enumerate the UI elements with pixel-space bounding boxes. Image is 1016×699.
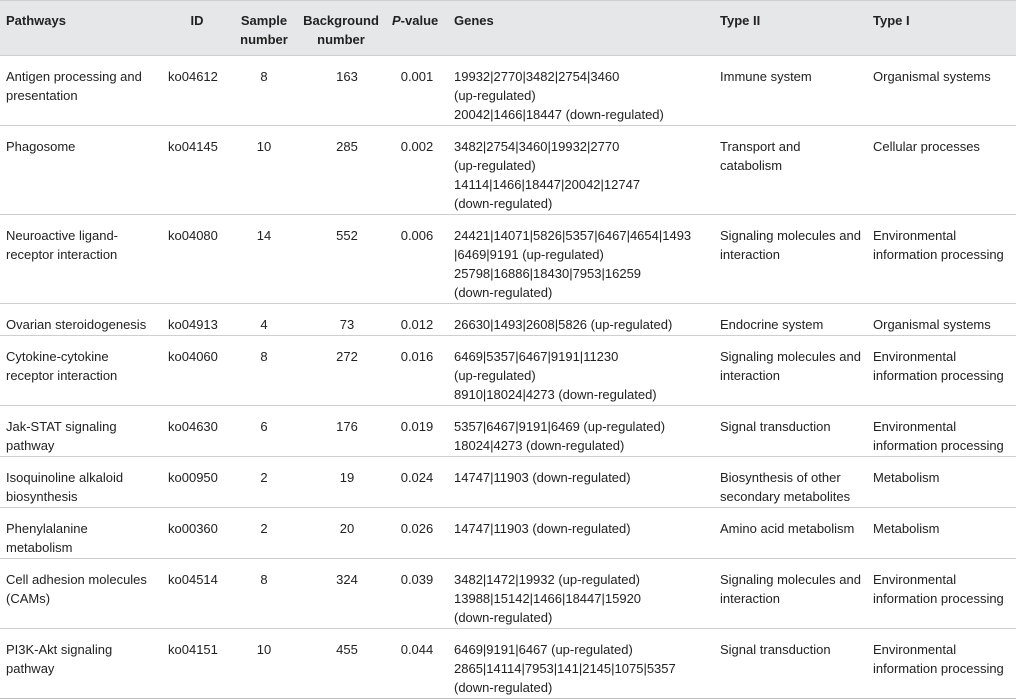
table-row [0,215,1016,304]
gene-line: (down-regulated) [454,285,553,300]
header-p-value-italic: P [392,13,401,28]
table-row [0,629,1016,699]
gene-line: (up-regulated) [454,368,536,383]
gene-line: (down-regulated) [454,196,553,211]
header-type-i: Type I [867,1,1016,56]
table-row [0,508,1016,559]
gene-line: 14747|11903 (down-regulated) [454,521,631,536]
cell-background-number: 552 [296,215,386,304]
table-row [0,457,1016,508]
cell-pathway: Cytokine-cytokine receptor interaction [0,336,162,406]
header-sample-number: Sample number [232,1,296,56]
cell-genes [448,56,714,126]
cell-genes [448,126,714,215]
cell-background-number: 176 [296,406,386,457]
gene-line: 14747|11903 (down-regulated) [454,470,631,485]
cell-background-number: 19 [296,457,386,508]
cell-id: ko04060 [162,336,232,406]
cell-id: ko04612 [162,56,232,126]
cell-pathway: Cell adhesion molecules (CAMs) [0,559,162,629]
cell-pathway: Phenylalanine metabolism [0,508,162,559]
cell-pathway: PI3K-Akt signaling pathway [0,629,162,699]
cell-genes [448,457,714,508]
cell-genes [448,304,714,336]
gene-line: (up-regulated) [454,158,536,173]
cell-id: ko04913 [162,304,232,336]
cell-background-number: 73 [296,304,386,336]
cell-type-ii: Transport and catabolism [714,126,867,215]
gene-line: 14114|1466|18447|20042|12747 [454,177,641,192]
table-row [0,406,1016,457]
cell-type-i: Environmental information processing [867,336,1016,406]
cell-type-ii: Signaling molecules and interaction [714,215,867,304]
cell-sample-number: 14 [232,215,296,304]
gene-line: 3482|1472|19932 (up-regulated) [454,572,641,587]
cell-id: ko04630 [162,406,232,457]
cell-p-value: 0.039 [386,559,448,629]
cell-p-value: 0.006 [386,215,448,304]
cell-genes [448,629,714,699]
cell-type-i: Organismal systems [867,56,1016,126]
cell-id: ko00360 [162,508,232,559]
cell-type-i: Metabolism [867,457,1016,508]
gene-line: 20042|1466|18447 (down-regulated) [454,107,664,122]
cell-sample-number: 2 [232,457,296,508]
cell-type-ii: Signal transduction [714,406,867,457]
cell-p-value: 0.001 [386,56,448,126]
cell-sample-number: 8 [232,336,296,406]
cell-genes [448,406,714,457]
cell-type-ii: Signal transduction [714,629,867,699]
gene-line: (up-regulated) [454,88,536,103]
cell-sample-number: 4 [232,304,296,336]
table-header-row [0,1,1016,56]
header-genes: Genes [448,1,714,56]
table-body [0,56,1016,699]
cell-sample-number: 8 [232,56,296,126]
cell-sample-number: 6 [232,406,296,457]
cell-pathway: Neuroactive ligand-receptor interaction [0,215,162,304]
header-id: ID [162,1,232,56]
cell-type-i: Metabolism [867,508,1016,559]
cell-id: ko04145 [162,126,232,215]
cell-type-ii: Endocrine system [714,304,867,336]
cell-p-value: 0.016 [386,336,448,406]
cell-pathway: Isoquinoline alkaloid biosynthesis [0,457,162,508]
cell-id: ko00950 [162,457,232,508]
cell-type-ii: Amino acid metabolism [714,508,867,559]
gene-line: 6469|5357|6467|9191|11230 [454,349,619,364]
cell-background-number: 163 [296,56,386,126]
cell-background-number: 455 [296,629,386,699]
cell-genes [448,559,714,629]
gene-line: (down-regulated) [454,680,553,695]
cell-type-i: Environmental information processing [867,406,1016,457]
cell-type-ii: Signaling molecules and interaction [714,336,867,406]
cell-type-i: Cellular processes [867,126,1016,215]
gene-line: 24421|14071|5826|5357|6467|4654|1493 [454,228,692,243]
cell-id: ko04080 [162,215,232,304]
cell-genes [448,215,714,304]
table-row [0,126,1016,215]
cell-sample-number: 2 [232,508,296,559]
cell-type-ii: Biosynthesis of other secondary metabolites [714,457,867,508]
cell-genes [448,336,714,406]
gene-line: 25798|16886|18430|7953|16259 [454,266,642,281]
cell-sample-number: 10 [232,629,296,699]
table-row [0,56,1016,126]
cell-id: ko04514 [162,559,232,629]
table-row [0,304,1016,336]
cell-id: ko04151 [162,629,232,699]
cell-pathway: Ovarian steroidogenesis [0,304,162,336]
cell-type-i: Environmental information processing [867,215,1016,304]
cell-type-i: Organismal systems [867,304,1016,336]
header-background-number: Background number [296,1,386,56]
gene-line: 3482|2754|3460|19932|2770 [454,139,620,154]
gene-line: 19932|2770|3482|2754|3460 [454,69,620,84]
header-p-value-suffix: -value [400,13,439,28]
cell-background-number: 285 [296,126,386,215]
cell-p-value: 0.044 [386,629,448,699]
gene-line: 2865|14114|7953|141|2145|1075|5357 [454,661,676,676]
cell-type-ii: Signaling molecules and interaction [714,559,867,629]
cell-pathway: Jak-STAT signaling pathway [0,406,162,457]
cell-sample-number: 10 [232,126,296,215]
cell-pathway: Antigen processing and presentation [0,56,162,126]
cell-background-number: 324 [296,559,386,629]
cell-background-number: 272 [296,336,386,406]
table-row [0,559,1016,629]
gene-line: 6469|9191|6467 (up-regulated) [454,642,633,657]
gene-line: 18024|4273 (down-regulated) [454,438,625,453]
header-p-value [386,1,448,56]
header-pathways: Pathways [0,1,162,56]
gene-line: (down-regulated) [454,610,553,625]
cell-type-i: Environmental information processing [867,559,1016,629]
cell-p-value: 0.024 [386,457,448,508]
cell-p-value: 0.012 [386,304,448,336]
cell-genes [448,508,714,559]
cell-type-ii: Immune system [714,56,867,126]
cell-pathway: Phagosome [0,126,162,215]
cell-background-number: 20 [296,508,386,559]
gene-line: 8910|18024|4273 (down-regulated) [454,387,657,402]
gene-line: 26630|1493|2608|5826 (up-regulated) [454,317,673,332]
gene-line: 13988|15142|1466|18447|15920 [454,591,642,606]
cell-p-value: 0.002 [386,126,448,215]
cell-sample-number: 8 [232,559,296,629]
cell-type-i: Environmental information processing [867,629,1016,699]
gene-line: |6469|9191 (up-regulated) [454,247,604,262]
gene-line: 5357|6467|9191|6469 (up-regulated) [454,419,666,434]
cell-p-value: 0.026 [386,508,448,559]
header-type-ii: Type II [714,1,867,56]
table-row [0,336,1016,406]
cell-p-value: 0.019 [386,406,448,457]
